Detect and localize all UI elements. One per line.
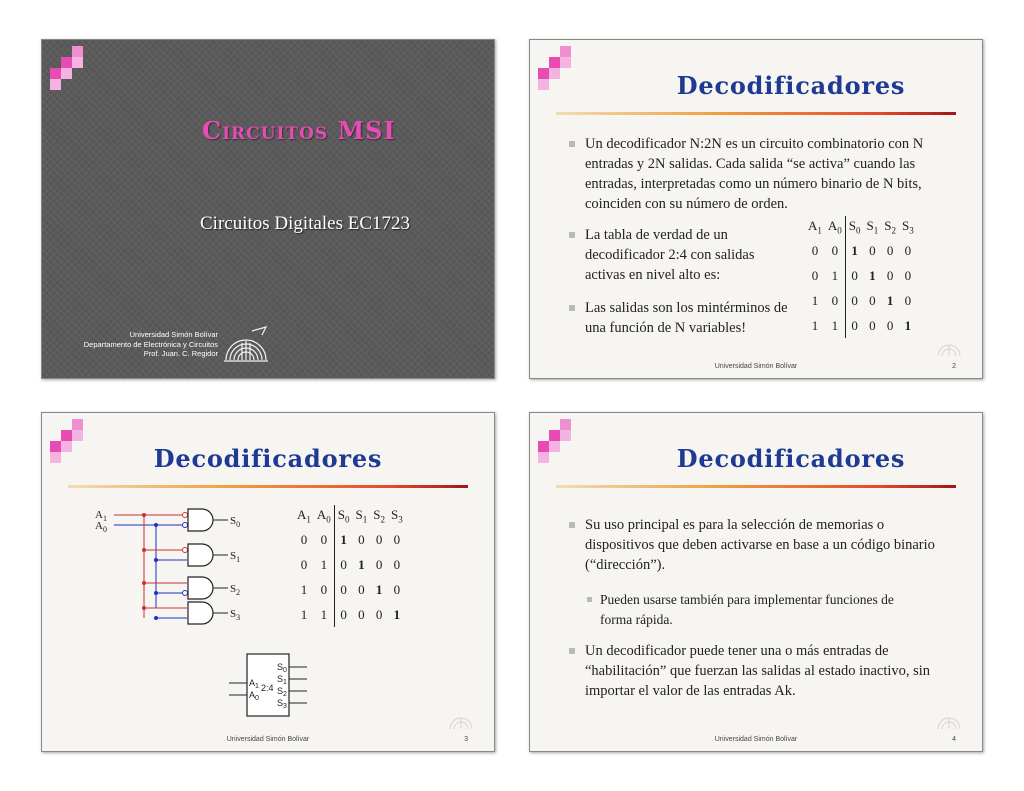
table-cell: 0 bbox=[393, 531, 401, 547]
header-cell: $A_1$ bbox=[808, 218, 822, 236]
bullet-item bbox=[585, 225, 785, 285]
table-row bbox=[294, 527, 406, 552]
bullet-marker bbox=[587, 597, 592, 602]
table-cell: 0 bbox=[869, 317, 876, 333]
table-cell: 0 bbox=[358, 581, 365, 597]
table-cell: 1 bbox=[811, 292, 819, 308]
slide-1-title[interactable] bbox=[41, 39, 495, 379]
header-cell: $A_1$ bbox=[297, 507, 311, 525]
table-cell: 0 bbox=[375, 531, 383, 547]
and-gate bbox=[188, 602, 213, 624]
decoder-block-symbol bbox=[227, 651, 327, 721]
pink-squares-decoration bbox=[536, 44, 576, 84]
table-row bbox=[294, 552, 406, 577]
table-cell: 1 bbox=[811, 317, 819, 333]
table-row bbox=[294, 602, 406, 627]
university-seal-watermark bbox=[936, 709, 962, 731]
bullet-text: La tabla de verdad de un decodificador 2:4 con salidas activas en nivel alto es: bbox=[585, 227, 755, 283]
bullet-text: Un decodificador N:2N es un circuito combinatorio con N entradas y 2N salidas. Cada salida “se activa” cuando las entradas, interpretadas como un número binario de N bits, coinciden con su número de orden. bbox=[585, 136, 924, 212]
table-cell: 1 bbox=[869, 267, 876, 283]
table-cell: 0 bbox=[358, 531, 365, 547]
header-cell: $S_0$ bbox=[334, 505, 352, 527]
header-cell: $S_0$ bbox=[845, 216, 863, 238]
table-cell: 1 bbox=[831, 267, 839, 283]
author-line: Universidad Simón Bolívar bbox=[129, 330, 218, 339]
bullet-text: Pueden usarse también para implementar funciones de forma rápida. bbox=[600, 592, 894, 627]
bullet-item bbox=[585, 134, 955, 214]
table-cell: 0 bbox=[358, 606, 365, 622]
table-cell: 0 bbox=[886, 267, 894, 283]
table-row bbox=[805, 238, 917, 263]
table-cell: 0 bbox=[886, 317, 894, 333]
bullet-marker bbox=[569, 141, 575, 147]
table-cell: 0 bbox=[375, 556, 383, 572]
table-cell: 0 bbox=[845, 288, 863, 313]
university-logo bbox=[222, 323, 270, 363]
table-cell: 0 bbox=[375, 606, 383, 622]
table-cell: 0 bbox=[831, 242, 839, 258]
bullet-marker bbox=[569, 305, 575, 311]
table-cell: 0 bbox=[904, 267, 912, 283]
university-seal-watermark bbox=[936, 336, 962, 358]
header-cell: $A_0$ bbox=[827, 218, 842, 236]
table-cell: 0 bbox=[300, 531, 308, 547]
table-cell: 0 bbox=[300, 556, 308, 572]
bullet-marker bbox=[569, 648, 575, 654]
slide-title: Decodificadores bbox=[676, 444, 906, 473]
table-cell: 0 bbox=[334, 552, 352, 577]
table-cell: 0 bbox=[320, 581, 328, 597]
table-row bbox=[294, 577, 406, 602]
bullet-item bbox=[585, 515, 950, 575]
table-cell: 1 bbox=[358, 556, 365, 572]
block-output-s3: $S_3$ bbox=[277, 698, 287, 710]
and-gate bbox=[188, 544, 213, 566]
bullet-item bbox=[585, 641, 950, 701]
table-cell: 1 bbox=[845, 238, 863, 263]
table-cell: 1 bbox=[831, 317, 839, 333]
accent-bar bbox=[556, 112, 956, 115]
table-cell: 0 bbox=[320, 531, 328, 547]
table-cell: 1 bbox=[375, 581, 383, 597]
bullet-text: Las salidas son los mintérminos de una función de N variables! bbox=[585, 300, 788, 336]
decoder-gate-circuit bbox=[92, 503, 272, 638]
output-label-s3: $S_3$ bbox=[230, 608, 241, 622]
block-label: 2:4 bbox=[261, 683, 274, 693]
page-number: 3 bbox=[464, 736, 468, 743]
header-cell: $S_1$ bbox=[355, 507, 368, 525]
author-block bbox=[42, 330, 218, 359]
table-cell: 1 bbox=[904, 317, 912, 333]
truth-table-header bbox=[294, 505, 406, 527]
table-cell: 1 bbox=[886, 292, 894, 308]
truth-table bbox=[294, 505, 406, 627]
pink-squares-decoration bbox=[536, 417, 576, 457]
slide-4[interactable] bbox=[529, 412, 983, 752]
bullet-marker bbox=[569, 232, 575, 238]
block-output-s1: $S_1$ bbox=[277, 674, 287, 686]
header-cell: $S_2$ bbox=[373, 507, 385, 525]
slide-footer: Universidad Simón Bolívar bbox=[714, 363, 798, 370]
table-cell: 0 bbox=[334, 602, 352, 627]
author-line: Departamento de Electrónica y Circuitos bbox=[83, 339, 218, 349]
table-cell: 0 bbox=[393, 556, 401, 572]
table-cell: 0 bbox=[869, 242, 876, 258]
block-input-a0: $A_0$ bbox=[249, 690, 259, 702]
and-gate bbox=[188, 577, 213, 599]
table-cell: 0 bbox=[845, 263, 863, 288]
sub-bullet-item bbox=[600, 590, 900, 630]
page-number: 2 bbox=[952, 363, 956, 370]
input-label-a1: $A_1$ bbox=[95, 509, 107, 523]
slide-title: Decodificadores bbox=[153, 444, 383, 473]
bullet-text: Un decodificador puede tener una o más entradas de “habilitación” que fuerzan las salidas al estado inactivo, sin importar el valor de las entradas Ak. bbox=[585, 643, 931, 699]
table-cell: 0 bbox=[886, 242, 894, 258]
bullet-text: Su uso principal es para la selección de memorias o dispositivos que deben activarse en base a un código binario (“dirección”). bbox=[585, 517, 935, 573]
bullet-item bbox=[585, 298, 805, 338]
table-cell: 0 bbox=[334, 577, 352, 602]
table-cell: 0 bbox=[904, 242, 912, 258]
input-label-a0: $A_0$ bbox=[95, 520, 107, 534]
table-cell: 1 bbox=[300, 581, 308, 597]
table-row bbox=[805, 263, 917, 288]
university-seal-watermark bbox=[448, 709, 474, 731]
table-cell: 1 bbox=[300, 606, 308, 622]
header-cell: $S_1$ bbox=[866, 218, 879, 236]
slide-footer: Universidad Simón Bolívar bbox=[714, 736, 798, 743]
output-label-s1: $S_1$ bbox=[230, 550, 241, 564]
table-cell: 0 bbox=[845, 313, 863, 338]
header-cell: $S_2$ bbox=[884, 218, 896, 236]
table-cell: 0 bbox=[831, 292, 839, 308]
table-cell: 1 bbox=[320, 556, 328, 572]
truth-table bbox=[805, 216, 917, 338]
header-cell: $S_3$ bbox=[901, 218, 914, 236]
slide-2[interactable] bbox=[529, 39, 983, 379]
slide-footer: Universidad Simón Bolívar bbox=[226, 736, 310, 743]
pink-squares-decoration bbox=[48, 44, 88, 84]
slide-1-subtitle: Circuitos Digitales EC1723 bbox=[200, 213, 411, 234]
header-cell: $S_3$ bbox=[390, 507, 403, 525]
and-gate bbox=[188, 509, 213, 531]
header-cell: $A_0$ bbox=[316, 507, 331, 525]
table-cell: 0 bbox=[811, 267, 819, 283]
truth-table-header bbox=[805, 216, 917, 238]
bullet-marker bbox=[569, 522, 575, 528]
table-row bbox=[805, 288, 917, 313]
block-output-s0: $S_0$ bbox=[277, 662, 287, 674]
slide-3[interactable] bbox=[41, 412, 495, 752]
author-line: Prof. Juan. C. Regidor bbox=[143, 349, 218, 358]
table-cell: 0 bbox=[904, 292, 912, 308]
page-number: 4 bbox=[952, 736, 956, 743]
table-cell: 0 bbox=[393, 581, 401, 597]
slide-title: Decodificadores bbox=[676, 71, 906, 100]
accent-bar bbox=[68, 485, 468, 488]
table-cell: 1 bbox=[393, 606, 401, 622]
block-input-a1: $A_1$ bbox=[249, 678, 259, 690]
output-label-s2: $S_2$ bbox=[230, 583, 241, 597]
table-row bbox=[805, 313, 917, 338]
table-cell: 0 bbox=[811, 242, 819, 258]
accent-bar bbox=[556, 485, 956, 488]
slide-1-heading: Circuitos MSI bbox=[202, 116, 396, 145]
table-cell: 1 bbox=[334, 527, 352, 552]
block-output-s2: $S_2$ bbox=[277, 686, 287, 698]
table-cell: 1 bbox=[320, 606, 328, 622]
table-cell: 0 bbox=[869, 292, 876, 308]
output-label-s0: $S_0$ bbox=[230, 515, 241, 529]
